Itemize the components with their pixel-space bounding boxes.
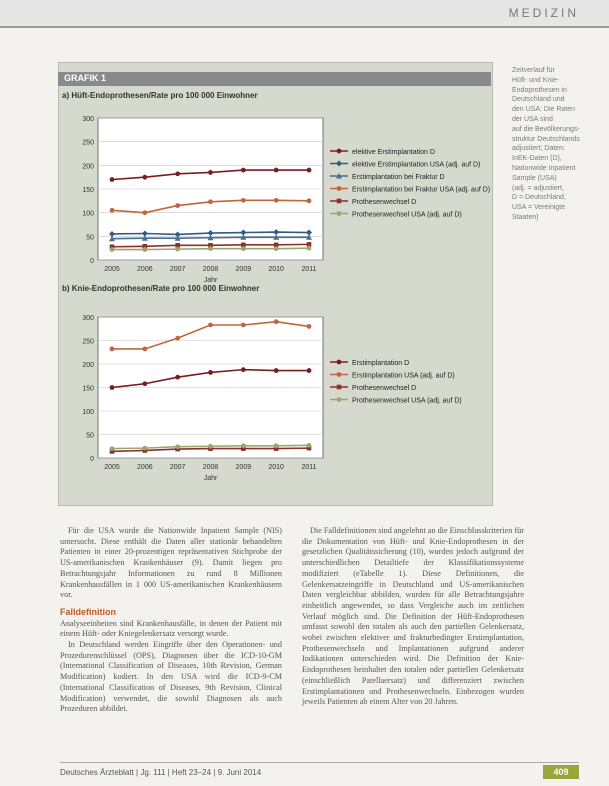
x-axis-label: Jahr (203, 277, 218, 284)
x-tick-label: 2008 (202, 464, 219, 471)
legend-label: Erstimplantation bei Fraktur D (352, 174, 445, 181)
data-point (274, 443, 279, 448)
legend-marker (337, 385, 342, 390)
paragraph: Analyseeinheiten sind Krankenhausfälle, in denen der Patient mit einem Hüft- oder Kniegelenkersatz versorgt wurde. (60, 618, 282, 639)
x-tick-label: 2007 (169, 266, 186, 273)
data-point (208, 170, 213, 175)
data-point (110, 177, 115, 182)
caption-line: Deutschland und (512, 96, 565, 104)
y-tick-label: 50 (86, 234, 94, 242)
x-tick-label: 2011 (301, 464, 317, 471)
legend-label: Prothesenwechsel USA (adj. auf D) (352, 397, 462, 405)
x-tick-label: 2008 (202, 266, 219, 273)
y-tick-label: 0 (90, 456, 94, 463)
x-tick-label: 2010 (268, 266, 284, 273)
y-tick-label: 300 (82, 116, 94, 123)
paragraph: Für die USA wurde die Nationwide Inpatient Sample (NIS) untersucht. Diese enthält die Daten aller stationär behandelten Patienten in einer 20-prozentigen repräsentativen Stichprobe der US-amerikanischen Krankenhäuser (9). Damit liegen pro Betrachtungsjahr Informationen zu rund 8 Millionen Krankenhausfällen in 1 000 US-amerikanischen Krankenhäusern vor. (60, 526, 282, 600)
section-heading: Falldefinition (60, 606, 116, 617)
x-tick-label: 2009 (235, 464, 252, 471)
data-point (208, 444, 213, 449)
data-point (307, 168, 312, 173)
data-point (241, 246, 246, 251)
figure-label: GRAFIK 1 (64, 73, 107, 83)
data-point (175, 444, 180, 449)
section-title: MEDIZIN (508, 6, 579, 20)
data-point (274, 368, 279, 373)
data-point (307, 198, 312, 203)
legend-marker (337, 211, 342, 216)
data-point (208, 199, 213, 204)
paragraph: In Deutschland werden Eingriffe über den Operationen- und Prozedurenschlüssel (OPS), Diagnosen über die ICD-10-GM (International Classification of Diseases, 10th Revision, German Modification) kodiert. In den USA wird die ICD-9-CM (International Classification of Diseases, 9th Revision, Clinical Modification) verwendet, die sowohl Diagnosen als auch Prozeduren abbildet. (60, 640, 282, 714)
figure-caption (512, 66, 592, 223)
data-point (110, 446, 115, 451)
data-point (110, 208, 115, 213)
x-tick-label: 2010 (268, 464, 284, 471)
data-point (175, 247, 180, 252)
text-column-left (60, 526, 282, 715)
legend-marker (337, 360, 342, 365)
y-tick-label: 100 (82, 210, 94, 218)
x-tick-label: 2005 (104, 464, 120, 471)
data-point (175, 336, 180, 341)
data-point (241, 198, 246, 203)
caption-line: Zeitverlauf für (512, 67, 555, 74)
x-tick-label: 2009 (235, 266, 252, 273)
legend-marker (337, 149, 342, 154)
data-point (307, 368, 312, 373)
caption-line: Hüft- und Knie- (512, 76, 560, 84)
data-point (110, 247, 115, 252)
x-tick-label: 2006 (137, 464, 153, 471)
page-number: 409 (543, 765, 579, 779)
data-point (175, 171, 180, 176)
data-point (208, 323, 213, 328)
journal-citation: Deutsches Ärzteblatt | Jg. 111 | Heft 23–24 | 9. Juni 2014 (60, 768, 262, 777)
legend-marker (336, 161, 342, 167)
y-tick-label: 0 (90, 258, 94, 265)
data-point (241, 168, 246, 173)
data-point (142, 247, 147, 252)
caption-line: Nationwide Inpatient (512, 164, 576, 172)
legend-label: elektive Erstimplantation USA (adj. auf D) (352, 161, 481, 169)
data-point (274, 246, 279, 251)
caption-line: der USA sind (512, 115, 553, 123)
caption-line: (adj. = adjustiert, (512, 184, 564, 192)
text-column-right (302, 526, 524, 708)
legend-label: Prothesenwechsel D (352, 385, 417, 392)
y-tick-label: 150 (82, 187, 94, 194)
y-tick-label: 50 (86, 432, 94, 440)
y-tick-label: 100 (82, 409, 94, 416)
chart-a (58, 106, 491, 284)
caption-line: Endoprothesen in (512, 86, 567, 94)
chart-b (58, 300, 491, 490)
data-point (307, 246, 312, 251)
data-point (241, 323, 246, 328)
y-tick-label: 250 (82, 139, 94, 147)
data-point (208, 246, 213, 251)
data-point (142, 381, 147, 386)
y-tick-label: 150 (82, 385, 94, 393)
legend-label: Prothesenwechsel D (352, 199, 417, 206)
page-footer (0, 762, 609, 786)
data-point (142, 446, 147, 451)
chart-b-title: b) Knie-Endoprothesen/Rate pro 100 000 Einwohner (62, 284, 260, 293)
data-point (307, 443, 312, 448)
data-point (110, 385, 115, 390)
caption-line: adjustiert; Daten: (512, 145, 565, 153)
data-point (274, 319, 279, 324)
y-tick-label: 200 (82, 362, 94, 369)
chart-a-title: a) Hüft-Endoprothesen/Rate pro 100 000 Einwohner (62, 91, 258, 100)
caption-line: InEK-Daten (D), (512, 155, 562, 163)
legend-label: Erstimplantation D (352, 360, 410, 367)
x-tick-label: 2007 (169, 464, 186, 471)
legend-label: Prothesenwechsel USA (adj. auf D) (352, 211, 462, 219)
caption-line: struktur Deutschlands (512, 135, 580, 143)
legend-label: elektive Erstimplantation D (352, 149, 435, 156)
footer-rule (60, 762, 579, 763)
legend-marker (337, 372, 342, 377)
y-tick-label: 200 (82, 163, 94, 171)
y-tick-label: 300 (82, 315, 94, 322)
x-tick-label: 2006 (137, 266, 153, 273)
y-tick-label: 250 (82, 338, 94, 346)
data-point (142, 347, 147, 352)
legend-label: Erstimplantation bei Fraktur USA (adj. auf D) (352, 186, 491, 194)
data-point (110, 347, 115, 352)
data-point (274, 168, 279, 173)
legend-marker (337, 186, 342, 191)
figure-label-bar (58, 72, 491, 86)
caption-line: D = Deutschland, (512, 194, 566, 202)
data-point (142, 210, 147, 215)
caption-line: USA = Vereinigte (512, 204, 566, 212)
caption-line: Sample (USA) (512, 174, 557, 182)
legend-marker (337, 397, 342, 402)
data-point (307, 324, 312, 329)
caption-line: auf die Bevölkerungs- (512, 125, 580, 133)
data-point (241, 367, 246, 372)
x-tick-label: 2011 (301, 266, 317, 273)
x-axis-label: Jahr (203, 475, 218, 482)
page-header (0, 0, 609, 28)
data-point (175, 203, 180, 208)
data-point (274, 198, 279, 203)
data-point (208, 370, 213, 375)
data-point (241, 443, 246, 448)
caption-line: Staaten) (512, 213, 539, 221)
paragraph: Die Falldefinitionen sind angelehnt an die Einschlusskriterien für die Dokumentation von Hüft- und Knie-Endoprothesen in der gesetzlichen Qualitätssicherung (10), wurden jedoch aufgrund der unterschiedlichen Detailtiefe der Klassifikationssysteme modifiziert (eTabelle 1). Diese Definitionen, die Gelenkersatzeingriffe in Deutschland und US-amerikanischen Daten vergleichbar abbilden, wurden für alle Betrachtungsjahre einheitlich angewendet, so dass Vergleiche auch im zeitlichen Verlauf möglich sind. Die Definition der Hüft-Endoprothesen umfasst sowohl den totalen als auch den partiellen Gelenkersatz, wobei zwischen elektiver und frakturbedingter Erstimplantation, Prothesenwechseln und Implantationen aufgrund anderer Indikationen unterschieden wird. Die Definition der Knie-Endoprothesen beinhaltet den totalen oder partiellen Gelenkersatz (einschließlich Patellaersatz) und differenziert zwischen Erstimplantationen und Prothesenwechseln. Einbezogen wurden jeweils Patienten ab einem Alter von 20 Jahren. (302, 526, 524, 707)
caption-line: den USA: Die Raten (512, 106, 576, 114)
legend-marker (337, 199, 342, 204)
x-tick-label: 2005 (104, 266, 120, 273)
data-point (175, 375, 180, 380)
data-point (142, 175, 147, 180)
legend-label: Erstimplantation USA (adj. auf D) (352, 372, 455, 380)
